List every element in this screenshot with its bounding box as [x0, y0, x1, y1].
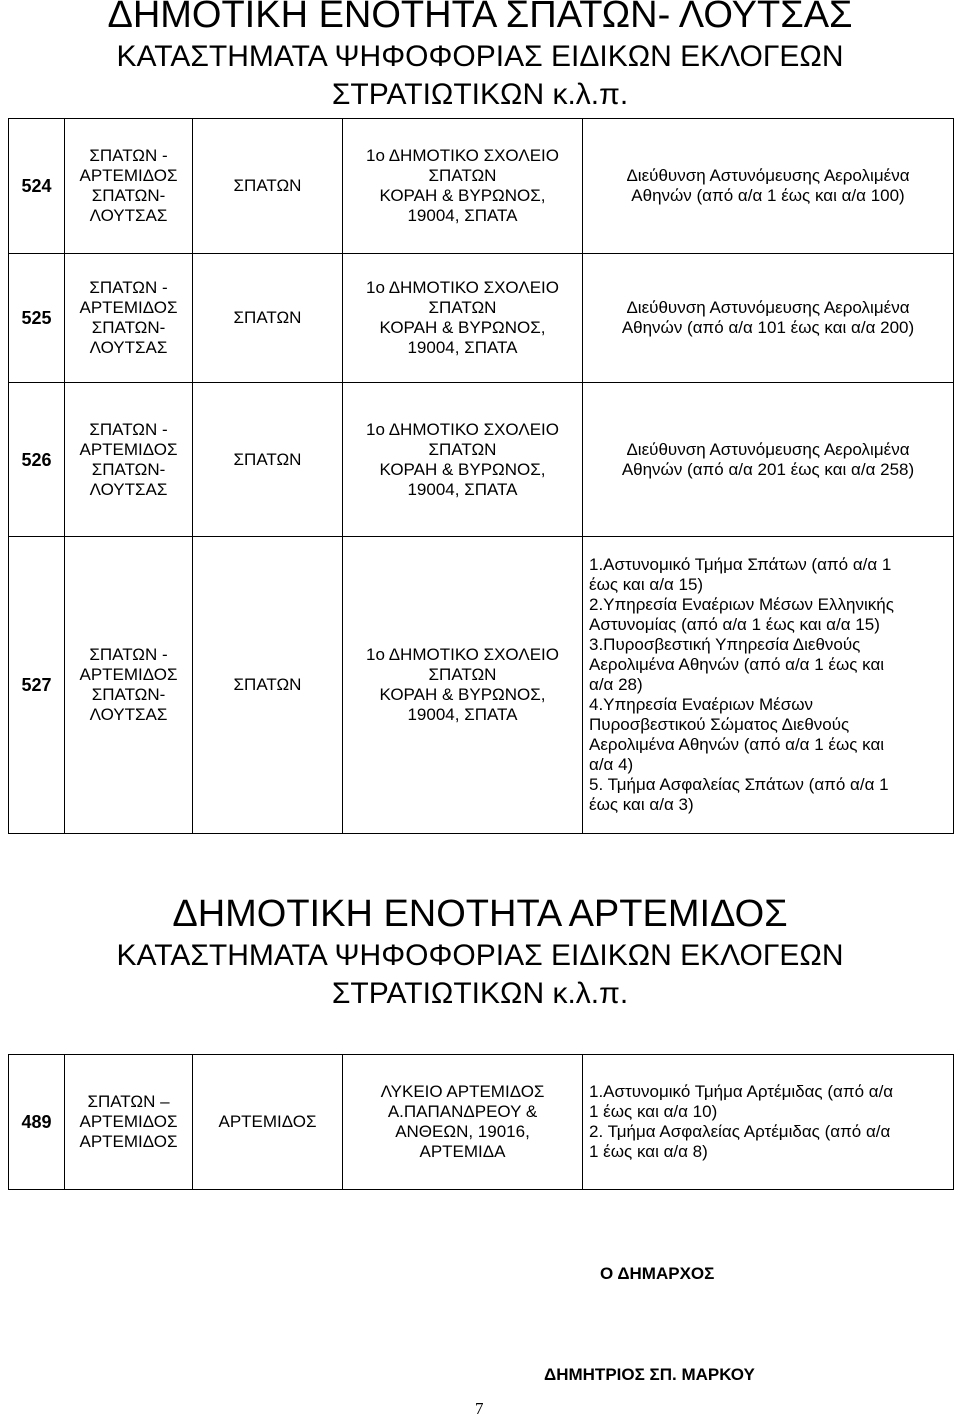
municipality-cell: ΣΠΑΤΩΝ - ΑΡΤΕΜΙΔΟΣ ΣΠΑΤΩΝ- ΛΟΥΤΣΑΣ [65, 383, 193, 537]
section1-subtitle-1: ΚΑΤΑΣΤΗΜΑΤΑ ΨΗΦΟΦΟΡΙΑΣ ΕΙΔΙΚΩΝ ΕΚΛΟΓΕΩΝ [116, 40, 844, 73]
section1-table [8, 118, 954, 834]
row-number: 489 [9, 1055, 65, 1190]
table-row [9, 254, 954, 383]
table-row [9, 383, 954, 537]
location-cell: 1ο ΔΗΜΟΤΙΚΟ ΣΧΟΛΕΙΟ ΣΠΑΤΩΝ ΚΟΡΑΗ & ΒΥΡΩΝΟΣ, 19004, ΣΠΑΤΑ [343, 383, 583, 537]
row-number: 526 [9, 383, 65, 537]
page-number: 7 [475, 1399, 484, 1418]
table-row [9, 537, 954, 834]
area-cell: ΣΠΑΤΩΝ [193, 537, 343, 834]
voters-cell: 1.Αστυνομικό Τμήμα Αρτέμιδας (από α/α 1 έως και α/α 10) 2. Τμήμα Ασφαλείας Αρτέμιδας (από α/α 1 έως και α/α 8) [583, 1055, 954, 1190]
section1-subtitle-2: ΣΤΡΑΤΙΩΤΙΚΩΝ κ.λ.π. [331, 78, 629, 111]
municipality-cell: ΣΠΑΤΩΝ – ΑΡΤΕΜΙΔΟΣ ΑΡΤΕΜΙΔΟΣ [65, 1055, 193, 1190]
voters-cell: Διεύθυνση Αστυνόμευσης Αερολιμένα Αθηνών (από α/α 101 έως και α/α 200) [583, 254, 954, 383]
municipality-cell: ΣΠΑΤΩΝ - ΑΡΤΕΜΙΔΟΣ ΣΠΑΤΩΝ- ΛΟΥΤΣΑΣ [65, 537, 193, 834]
voters-cell: Διεύθυνση Αστυνόμευσης Αερολιμένα Αθηνών (από α/α 201 έως και α/α 258) [583, 383, 954, 537]
location-cell: 1ο ΔΗΜΟΤΙΚΟ ΣΧΟΛΕΙΟ ΣΠΑΤΩΝ ΚΟΡΑΗ & ΒΥΡΩΝΟΣ, 19004, ΣΠΑΤΑ [343, 537, 583, 834]
area-cell: ΣΠΑΤΩΝ [193, 254, 343, 383]
row-number: 525 [9, 254, 65, 383]
section2-title: ΔΗΜΟΤΙΚΗ ΕΝΟΤΗΤΑ ΑΡΤΕΜΙΔΟΣ [172, 893, 788, 935]
area-cell: ΣΠΑΤΩΝ [193, 383, 343, 537]
signature-role: Ο ΔΗΜΑΡΧΟΣ [600, 1264, 715, 1283]
location-cell: 1ο ΔΗΜΟΤΙΚΟ ΣΧΟΛΕΙΟ ΣΠΑΤΩΝ ΚΟΡΑΗ & ΒΥΡΩΝΟΣ, 19004, ΣΠΑΤΑ [343, 254, 583, 383]
table-row [9, 1055, 954, 1190]
section2-subtitle-2: ΣΤΡΑΤΙΩΤΙΚΩΝ κ.λ.π. [331, 977, 629, 1010]
municipality-cell: ΣΠΑΤΩΝ - ΑΡΤΕΜΙΔΟΣ ΣΠΑΤΩΝ- ΛΟΥΤΣΑΣ [65, 119, 193, 254]
signature-name: ΔΗΜΗΤΡΙΟΣ ΣΠ. ΜΑΡΚΟΥ [544, 1365, 755, 1384]
section2-table [8, 1054, 954, 1190]
row-number: 524 [9, 119, 65, 254]
table-row [9, 119, 954, 254]
location-cell: ΛΥΚΕΙΟ ΑΡΤΕΜΙΔΟΣ Α.ΠΑΠΑΝΔΡΕΟΥ & ΑΝΘΕΩΝ, 19016, ΑΡΤΕΜΙΔΑ [343, 1055, 583, 1190]
area-cell: ΣΠΑΤΩΝ [193, 119, 343, 254]
municipality-cell: ΣΠΑΤΩΝ - ΑΡΤΕΜΙΔΟΣ ΣΠΑΤΩΝ- ΛΟΥΤΣΑΣ [65, 254, 193, 383]
area-cell: ΑΡΤΕΜΙΔΟΣ [193, 1055, 343, 1190]
row-number: 527 [9, 537, 65, 834]
section2-subtitle-1: ΚΑΤΑΣΤΗΜΑΤΑ ΨΗΦΟΦΟΡΙΑΣ ΕΙΔΙΚΩΝ ΕΚΛΟΓΕΩΝ [116, 939, 844, 972]
section1-title: ΔΗΜΟΤΙΚΗ ΕΝΟΤΗΤΑ ΣΠΑΤΩΝ- ΛΟΥΤΣΑΣ [107, 0, 853, 36]
location-cell: 1ο ΔΗΜΟΤΙΚΟ ΣΧΟΛΕΙΟ ΣΠΑΤΩΝ ΚΟΡΑΗ & ΒΥΡΩΝΟΣ, 19004, ΣΠΑΤΑ [343, 119, 583, 254]
voters-cell: 1.Αστυνομικό Τμήμα Σπάτων (από α/α 1 έως και α/α 15) 2.Υπηρεσία Εναέριων Μέσων Ελληνικής Αστυνομίας (από α/α 1 έως και α/α 15) 3.Πυροσβεστική Υπηρεσία Διεθνούς Αερολιμένα Αθηνών (από α/α 1 έως και α/α 28) 4.Υπηρεσία Εναέριων Μέσων Πυροσβεστικού Σώματος Διεθνούς Αερολιμένα Αθηνών (από α/α 1 έως και α/α 4) 5. Τμήμα Ασφαλείας Σπάτων (από α/α 1 έως και α/α 3) [583, 537, 954, 834]
voters-cell: Διεύθυνση Αστυνόμευσης Αερολιμένα Αθηνών (από α/α 1 έως και α/α 100) [583, 119, 954, 254]
